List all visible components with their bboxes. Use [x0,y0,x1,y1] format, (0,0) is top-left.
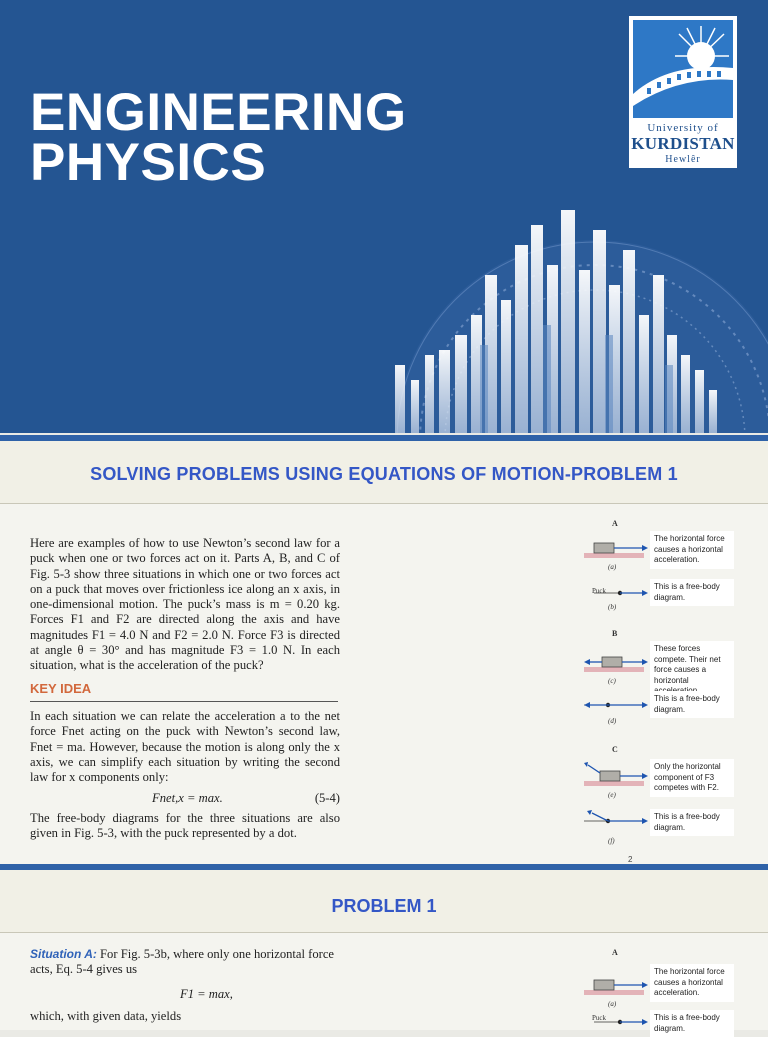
slide-problem-intro [0,435,768,868]
callout-free-body-2: This is a free-body diagram. [650,691,734,718]
slide-heading: PROBLEM 1 [0,870,768,933]
diagram-a-icon [584,533,656,561]
sublabel-c: (c) [608,677,616,685]
equation-f1: F1 = max, [180,987,233,1001]
key-idea-heading: KEY IDEA [30,681,338,702]
diagram-a-icon [584,970,656,998]
figure-label-a: A [612,519,618,528]
callout-horizontal-component: Only the horizontal component of F3 competes with F2. [650,759,734,797]
situation-a-text: For Fig. 5-3b, where only one horizontal force acts, Eq. 5-4 gives us [30,947,335,977]
sublabel-a: (a) [608,563,617,571]
city-skyline-illustration [355,205,768,433]
diagram-f-icon [584,809,656,833]
callout-free-body: This is a free-body diagram. [650,1010,734,1037]
equation-text: Fnet,x = max. [152,791,223,805]
cover-title-line2: PHYSICS [30,133,267,192]
situation-a-lead: Situation A: [30,947,97,961]
diagram-c-icon [584,647,656,675]
slide-problem-1 [0,864,768,1033]
sublabel-a: (a) [608,1000,617,1008]
diagram-e-icon [584,759,656,789]
yields-paragraph: which, with given data, yields [30,1009,182,1023]
puck-label: Puck [592,587,606,595]
sublabel-e: (e) [608,791,616,799]
callout-forces-compete: These forces compete. Their net force causes a horizontal [650,641,734,700]
puck-label: Puck [592,1014,606,1022]
logo-university-of: University of [647,122,719,134]
page-number: 2 [628,855,633,864]
logo-hewler: Hewlêr [665,154,701,165]
intro-paragraph: Here are examples of how to use Newton’s second law for a puck when one or two forces act on it. Parts A, B, and C of Fig. 5-3 show three situations in which one or two forces act on a puck that moves over frictionless ice along an x axis, in one-dimensional motion. The puck’s mass is m = 0.20 kg. Forces F1 and F2 are directed along the axis and have magnitudes F1 = 4.0 N and F2 = 2.0 N. Force F3 is directed at angle θ = 30° and has magnitude F3 = 1.0 N. In each situation, what is the acceleration of the puck? [30,536,340,673]
callout-horizontal-force: The horizontal force causes a horizontal acceleration. [650,964,734,1002]
figure-5-3 [578,513,758,853]
callout-free-body-3: This is a free-body diagram. [650,809,734,836]
cover-title [30,83,407,192]
figure-label-c: C [612,745,618,754]
figure-label-a: A [612,948,618,957]
callout-free-body-1: This is a free-body diagram. [650,579,734,606]
campus-emblem-icon [629,16,737,120]
free-body-paragraph: The free-body diagrams for the three situations are also given in Fig. 5-3, with the puck represented by a dot. [30,811,340,841]
key-idea-paragraph: In each situation we can relate the acceleration a to the net force Fnet acting on the puck with Newton’s second law, Fnet = ma. However, because the motion is along only the x axis, we can simplify each situation by writing the second law for x components only: [30,709,340,785]
sublabel-b: (b) [608,603,617,611]
sublabel-d: (d) [608,717,617,725]
cover-slide [0,0,768,433]
logo-kurdistan: KURDISTAN [631,134,735,153]
diagram-d-icon [584,697,656,713]
figure-5-3-part-a [578,942,758,1032]
university-logo [629,16,737,168]
cover-title-line1: ENGINEERING [30,83,407,142]
sublabel-f: (f) [608,837,615,845]
equation-number: (5-4) [314,791,340,805]
situation-a-paragraph [30,947,350,978]
callout-horizontal-force: The horizontal force causes a horizontal acceleration. [650,531,734,569]
figure-label-b: B [612,629,618,638]
slide-heading: SOLVING PROBLEMS USING EQUATIONS OF MOTION-PROBLEM 1 [0,441,768,504]
